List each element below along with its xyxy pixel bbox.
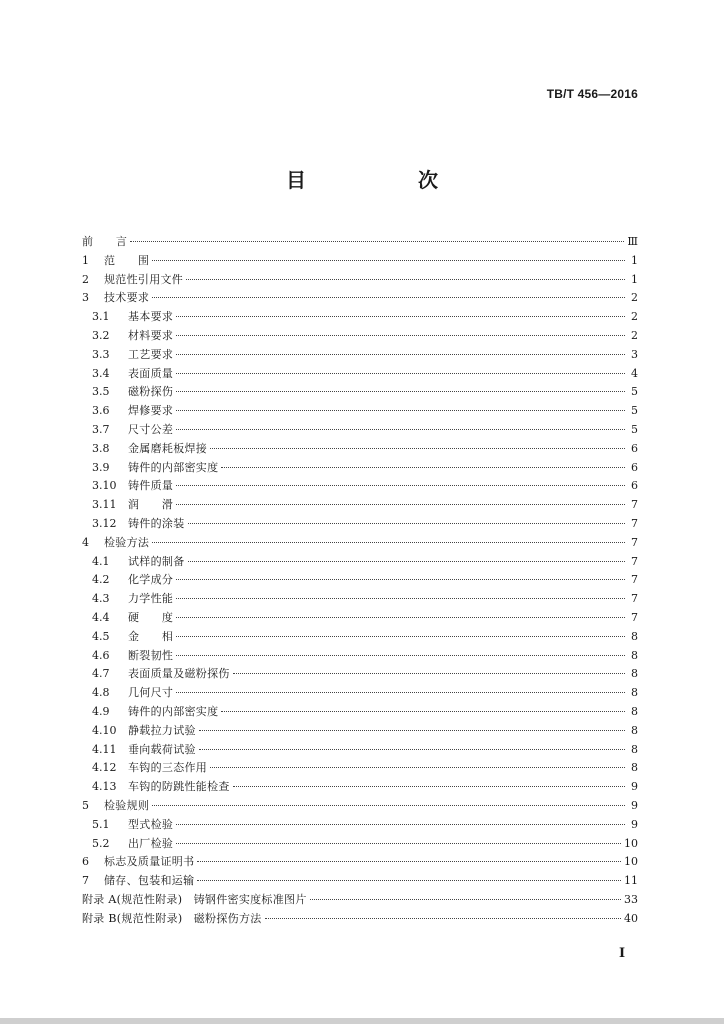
- toc-entry-number: 3.8: [92, 441, 110, 455]
- toc-entry-page: 9: [631, 780, 638, 794]
- toc-entry-number: 3: [82, 291, 89, 305]
- toc-entry[interactable]: [82, 609, 638, 628]
- toc-entry-page: 7: [631, 592, 638, 606]
- toc-entry-page: 7: [631, 535, 638, 549]
- toc-dot-leader: [199, 749, 625, 750]
- toc-entry-title: 静载拉力试验: [128, 723, 196, 737]
- toc-entry-title: 附录 A(规范性附录) 铸钢件密实度标准图片: [82, 892, 307, 906]
- page-title: 目 次: [286, 168, 484, 192]
- toc-entry-number: 3.6: [92, 404, 110, 418]
- toc-entry-title: 储存、包装和运输: [104, 874, 195, 888]
- toc-entry[interactable]: [82, 665, 638, 684]
- toc-entry-number: 4.3: [92, 592, 110, 606]
- toc-dot-leader: [233, 673, 625, 674]
- toc-entry-page: 8: [631, 648, 638, 662]
- toc-entry-title: 铸件的涂装: [128, 516, 185, 530]
- toc-entry-title: 检验规则: [104, 798, 150, 812]
- toc-entry-title: 表面质量及磁粉探伤: [128, 667, 230, 681]
- toc-entry-number: 4.8: [92, 686, 110, 700]
- toc-entry[interactable]: [82, 759, 638, 778]
- toc-entry-number: 5.2: [92, 836, 110, 850]
- toc-entry-title: 附录 B(规范性附录) 磁粉探伤方法: [82, 911, 262, 925]
- toc-dot-leader: [176, 843, 621, 844]
- toc-entry-page: 6: [631, 479, 638, 493]
- toc-entry-title: 硬 度: [128, 610, 174, 624]
- toc-dot-leader: [152, 260, 625, 261]
- toc-dot-leader: [310, 899, 621, 900]
- toc-entry-title: 铸件的内部密实度: [128, 704, 219, 718]
- toc-dot-leader: [130, 241, 624, 242]
- toc-dot-leader: [176, 504, 625, 505]
- toc-entry[interactable]: [82, 571, 638, 590]
- toc-entry[interactable]: [82, 910, 638, 929]
- toc-entry[interactable]: [82, 741, 638, 760]
- toc-entry-page: 4: [631, 366, 638, 380]
- toc-entry-number: 3.7: [92, 422, 110, 436]
- toc-entry[interactable]: [82, 647, 638, 666]
- toc-entry[interactable]: [82, 496, 638, 515]
- toc-entry-number: 3.10: [92, 479, 117, 493]
- toc-entry-title: 表面质量: [128, 366, 174, 380]
- toc-entry-page: 2: [631, 310, 638, 324]
- toc-dot-leader: [176, 598, 625, 599]
- toc-entry-number: 2: [82, 272, 89, 286]
- toc-entry-title: 铸件的内部密实度: [128, 460, 219, 474]
- toc-dot-leader: [176, 410, 625, 411]
- toc-entry[interactable]: [82, 722, 638, 741]
- toc-entry-page: 8: [631, 704, 638, 718]
- toc-entry-title: 断裂韧性: [128, 648, 174, 662]
- toc-entry[interactable]: [82, 515, 638, 534]
- toc-entry[interactable]: [82, 853, 638, 872]
- toc-entry-page: 5: [631, 404, 638, 418]
- toc-entry-title: 规范性引用文件: [104, 272, 184, 286]
- toc-dot-leader: [176, 373, 625, 374]
- toc-entry-number: 1: [82, 253, 89, 267]
- toc-dot-leader: [176, 617, 625, 618]
- toc-entry-page: 2: [631, 291, 638, 305]
- toc-entry-title: 车钩的三态作用: [128, 761, 208, 775]
- toc-entry-page: 7: [631, 498, 638, 512]
- toc-entry-page: 10: [624, 855, 638, 869]
- toc-entry[interactable]: [82, 308, 638, 327]
- toc-entry-title: 金 相: [128, 629, 174, 643]
- toc-entry[interactable]: [82, 421, 638, 440]
- toc-entry[interactable]: [82, 778, 638, 797]
- toc-entry[interactable]: [82, 553, 638, 572]
- toc-dot-leader: [152, 297, 625, 298]
- toc-entry[interactable]: [82, 534, 638, 553]
- toc-entry-title: 检验方法: [104, 535, 150, 549]
- toc-dot-leader: [199, 730, 625, 731]
- toc-entry[interactable]: [82, 252, 638, 271]
- toc-dot-leader: [176, 316, 625, 317]
- toc-entry-number: 4.9: [92, 704, 110, 718]
- toc-entry-number: 4.1: [92, 554, 110, 568]
- toc-entry-number: 4.11: [92, 742, 117, 756]
- toc-dot-leader: [197, 880, 621, 881]
- toc-entry-title: 范 围: [104, 253, 150, 267]
- toc-entry-number: 4.6: [92, 648, 110, 662]
- toc-entry-title: 铸件质量: [128, 479, 174, 493]
- toc-entry-number: 4.13: [92, 780, 117, 794]
- toc-entry-title: 试样的制备: [128, 554, 185, 568]
- toc-entry-title: 焊修要求: [128, 404, 174, 418]
- toc-entry-page: Ⅲ: [627, 235, 638, 248]
- toc-dot-leader: [176, 429, 625, 430]
- toc-entry-title: 金属磨耗板焊接: [128, 441, 208, 455]
- toc-entry-page: 7: [631, 573, 638, 587]
- toc-dot-leader: [188, 561, 626, 562]
- toc-entry-page: 1: [631, 272, 638, 286]
- toc-entry[interactable]: [82, 383, 638, 402]
- toc-entry-title: 垂向载荷试验: [128, 742, 196, 756]
- toc-entry-number: 3.2: [92, 328, 110, 342]
- toc-dot-leader: [176, 636, 625, 637]
- toc-dot-leader: [176, 391, 625, 392]
- toc-entry-title: 几何尺寸: [128, 686, 174, 700]
- toc-entry[interactable]: [82, 872, 638, 891]
- toc-entry-title: 基本要求: [128, 310, 174, 324]
- toc-entry-title: 车钩的防跳性能检查: [128, 780, 230, 794]
- toc-entry-page: 8: [631, 723, 638, 737]
- toc-entry[interactable]: [82, 271, 638, 290]
- toc-entry-number: 4.4: [92, 610, 110, 624]
- table-of-contents: [82, 233, 638, 928]
- toc-entry-number: 3.12: [92, 516, 117, 530]
- toc-entry-title: 工艺要求: [128, 347, 174, 361]
- toc-dot-leader: [186, 279, 625, 280]
- toc-entry-page: 6: [631, 441, 638, 455]
- toc-entry[interactable]: [82, 365, 638, 384]
- toc-entry-title: 材料要求: [128, 328, 174, 342]
- toc-entry[interactable]: [82, 703, 638, 722]
- toc-entry-page: 11: [624, 874, 638, 888]
- toc-entry-page: 5: [631, 385, 638, 399]
- toc-entry-title: 标志及质量证明书: [104, 855, 195, 869]
- toc-entry[interactable]: [82, 440, 638, 459]
- toc-entry[interactable]: [82, 835, 638, 854]
- toc-entry-title: 力学性能: [128, 592, 174, 606]
- toc-entry[interactable]: [82, 816, 638, 835]
- toc-dot-leader: [176, 579, 625, 580]
- toc-entry-page: 33: [624, 892, 638, 906]
- toc-entry-number: 4.10: [92, 723, 117, 737]
- toc-entry-number: 3.11: [92, 498, 117, 512]
- toc-entry-page: 5: [631, 422, 638, 436]
- scan-bottom-band: [0, 1018, 724, 1024]
- toc-entry-page: 3: [631, 347, 638, 361]
- toc-entry-page: 8: [631, 742, 638, 756]
- toc-entry-number: 4.7: [92, 667, 110, 681]
- toc-entry-number: 3.5: [92, 385, 110, 399]
- toc-entry-page: 7: [631, 554, 638, 568]
- toc-entry[interactable]: [82, 402, 638, 421]
- toc-entry[interactable]: [82, 477, 638, 496]
- toc-entry-page: 1: [631, 253, 638, 267]
- toc-entry-page: 40: [624, 911, 638, 925]
- toc-dot-leader: [210, 767, 625, 768]
- toc-entry-number: 3.9: [92, 460, 110, 474]
- toc-entry[interactable]: [82, 346, 638, 365]
- toc-entry-title: 出厂检验: [128, 836, 174, 850]
- toc-entry-number: 3.4: [92, 366, 110, 380]
- toc-entry-title: 前 言: [82, 235, 128, 248]
- toc-entry[interactable]: [82, 684, 638, 703]
- toc-entry-title: 润 滑: [128, 498, 174, 512]
- toc-entry-number: 4: [82, 535, 89, 549]
- toc-dot-leader: [176, 692, 625, 693]
- toc-entry-page: 8: [631, 629, 638, 643]
- toc-entry[interactable]: [82, 459, 638, 478]
- toc-entry-number: 4.5: [92, 629, 110, 643]
- toc-dot-leader: [221, 467, 625, 468]
- toc-entry-number: 3.3: [92, 347, 110, 361]
- toc-dot-leader: [176, 354, 625, 355]
- toc-entry-page: 6: [631, 460, 638, 474]
- toc-dot-leader: [176, 485, 625, 486]
- toc-entry-page: 7: [631, 610, 638, 624]
- toc-entry-page: 10: [624, 836, 638, 850]
- toc-dot-leader: [221, 711, 625, 712]
- toc-entry-number: 5: [82, 798, 89, 812]
- toc-dot-leader: [188, 523, 626, 524]
- page-folio: Ⅰ: [619, 946, 626, 961]
- toc-dot-leader: [152, 542, 625, 543]
- toc-entry-page: 8: [631, 667, 638, 681]
- toc-entry[interactable]: [82, 797, 638, 816]
- toc-entry-number: 5.1: [92, 817, 110, 831]
- toc-dot-leader: [233, 786, 625, 787]
- toc-entry-title: 化学成分: [128, 573, 174, 587]
- toc-entry-number: 4.2: [92, 573, 110, 587]
- toc-dot-leader: [176, 335, 625, 336]
- toc-entry-page: 9: [631, 798, 638, 812]
- toc-entry-number: 4.12: [92, 761, 117, 775]
- toc-entry[interactable]: [82, 628, 638, 647]
- toc-entry-page: 8: [631, 686, 638, 700]
- toc-dot-leader: [176, 824, 625, 825]
- toc-entry-number: 6: [82, 855, 89, 869]
- toc-entry[interactable]: [82, 233, 638, 252]
- toc-entry-page: 7: [631, 516, 638, 530]
- toc-dot-leader: [197, 861, 621, 862]
- toc-dot-leader: [176, 655, 625, 656]
- toc-entry[interactable]: [82, 327, 638, 346]
- toc-entry[interactable]: [82, 891, 638, 910]
- toc-entry-number: 7: [82, 874, 89, 888]
- toc-entry-title: 尺寸公差: [128, 422, 174, 436]
- standard-number: TB/T 456—2016: [546, 87, 638, 101]
- toc-entry-number: 3.1: [92, 310, 110, 324]
- toc-entry-title: 磁粉探伤: [128, 385, 174, 399]
- toc-dot-leader: [265, 918, 621, 919]
- toc-entry-page: 9: [631, 817, 638, 831]
- toc-entry[interactable]: [82, 289, 638, 308]
- toc-entry-title: 型式检验: [128, 817, 174, 831]
- toc-entry-page: 2: [631, 328, 638, 342]
- toc-entry[interactable]: [82, 590, 638, 609]
- toc-dot-leader: [152, 805, 625, 806]
- toc-entry-title: 技术要求: [104, 291, 150, 305]
- toc-entry-page: 8: [631, 761, 638, 775]
- toc-dot-leader: [210, 448, 625, 449]
